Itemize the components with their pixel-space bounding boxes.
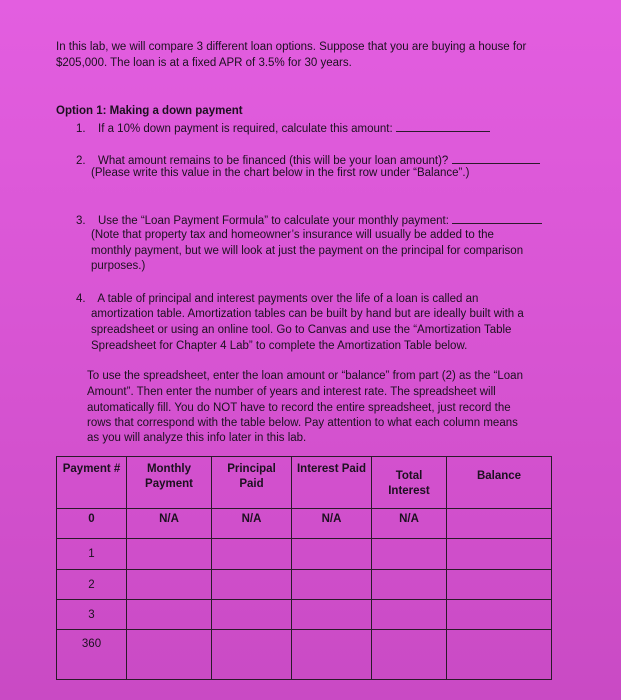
question-3-note-line-1: (Note that property tax and homeowner’s insurance will usually be added to the	[91, 229, 494, 241]
table-row	[57, 539, 552, 570]
cell-principal-paid: N/A	[212, 509, 292, 539]
cell-payment-number: 1	[57, 539, 127, 570]
question-4-line-4: Spreadsheet for Chapter 4 Lab” to complete the Amortization Table below.	[91, 340, 468, 352]
cell-balance[interactable]	[447, 630, 552, 680]
instructions-line-1: To use the spreadsheet, enter the loan amount or “balance” from part (2) as the “Loan	[87, 370, 523, 382]
question-4-text: A table of principal and interest payments over the life of a loan is called an	[97, 293, 479, 305]
intro-line-1: In this lab, we will compare 3 different loan options. Suppose that you are buying a house for	[56, 41, 527, 53]
cell-principal-paid[interactable]	[212, 570, 292, 600]
cell-monthly-payment[interactable]	[127, 570, 212, 600]
cell-balance[interactable]	[447, 570, 552, 600]
cell-monthly-payment[interactable]	[127, 600, 212, 630]
question-4-line-3: spreadsheet or using an online tool. Go to Canvas and use the “Amortization Table	[91, 324, 512, 336]
instructions-line-2: Amount”. Then enter the number of years and interest rate. The spreadsheet will	[87, 386, 496, 398]
table-row	[57, 600, 552, 630]
header-monthly-payment: Monthly Payment	[127, 457, 212, 509]
cell-total-interest[interactable]	[372, 630, 447, 680]
question-2-text: What amount remains to be financed (this will be your loan amount)?	[98, 155, 449, 167]
header-payment-number: Payment #	[57, 457, 127, 509]
question-3-text: Use the “Loan Payment Formula” to calculate your monthly payment:	[98, 215, 449, 227]
question-2-note: (Please write this value in the chart below in the first row under “Balance”.)	[91, 167, 470, 179]
cell-interest-paid[interactable]	[292, 630, 372, 680]
table-header-row	[57, 457, 552, 509]
option1-heading: Option 1: Making a down payment	[56, 105, 243, 117]
question-1-number: 1.	[76, 123, 86, 135]
table-row	[57, 570, 552, 600]
cell-total-interest[interactable]	[372, 570, 447, 600]
cell-interest-paid[interactable]	[292, 570, 372, 600]
table-row	[57, 630, 552, 680]
header-balance: Balance	[447, 457, 552, 509]
instructions-line-5: as you will analyze this info later in this lab.	[87, 432, 307, 444]
cell-balance[interactable]	[447, 509, 552, 539]
cell-monthly-payment: N/A	[127, 509, 212, 539]
cell-balance[interactable]	[447, 600, 552, 630]
cell-payment-number: 3	[57, 600, 127, 630]
cell-payment-number: 360	[57, 630, 127, 680]
cell-interest-paid[interactable]	[292, 539, 372, 570]
question-3-note-line-2: monthly payment, but we will look at just the payment on the principal for comparison	[91, 245, 524, 257]
cell-principal-paid[interactable]	[212, 630, 292, 680]
question-1	[76, 120, 490, 136]
cell-payment-number: 2	[57, 570, 127, 600]
cell-total-interest: N/A	[372, 509, 447, 539]
header-total-interest: Total Interest	[372, 457, 447, 509]
instructions-line-3: automatically fill. You do NOT have to record the entire spreadsheet, just record the	[87, 402, 511, 414]
answer-blank-2[interactable]	[452, 152, 540, 164]
amortization-table	[56, 456, 552, 680]
cell-interest-paid[interactable]	[292, 600, 372, 630]
header-interest-paid: Interest Paid	[292, 457, 372, 509]
cell-monthly-payment[interactable]	[127, 630, 212, 680]
cell-principal-paid[interactable]	[212, 539, 292, 570]
answer-blank-3[interactable]	[452, 212, 542, 224]
question-2-number: 2.	[76, 155, 86, 167]
question-1-text: If a 10% down payment is required, calculate this amount:	[98, 123, 393, 135]
question-4-number: 4.	[76, 293, 86, 305]
cell-total-interest[interactable]	[372, 600, 447, 630]
instructions-line-4: rows that correspond with the table below. Pay attention to what each column means	[87, 417, 518, 429]
cell-total-interest[interactable]	[372, 539, 447, 570]
question-3-number: 3.	[76, 215, 86, 227]
answer-blank-1[interactable]	[396, 120, 490, 132]
cell-payment-number: 0	[57, 509, 127, 539]
cell-interest-paid: N/A	[292, 509, 372, 539]
cell-balance[interactable]	[447, 539, 552, 570]
question-4	[76, 292, 478, 306]
cell-principal-paid[interactable]	[212, 600, 292, 630]
question-3-note-line-3: purposes.)	[91, 260, 146, 272]
question-3	[76, 212, 542, 228]
header-principal-paid: Principal Paid	[212, 457, 292, 509]
intro-line-2: $205,000. The loan is at a fixed APR of 3.5% for 30 years.	[56, 57, 352, 69]
question-4-line-2: amortization table. Amortization tables can be built by hand but are ideally built with a	[91, 308, 524, 320]
cell-monthly-payment[interactable]	[127, 539, 212, 570]
table-row	[57, 509, 552, 539]
